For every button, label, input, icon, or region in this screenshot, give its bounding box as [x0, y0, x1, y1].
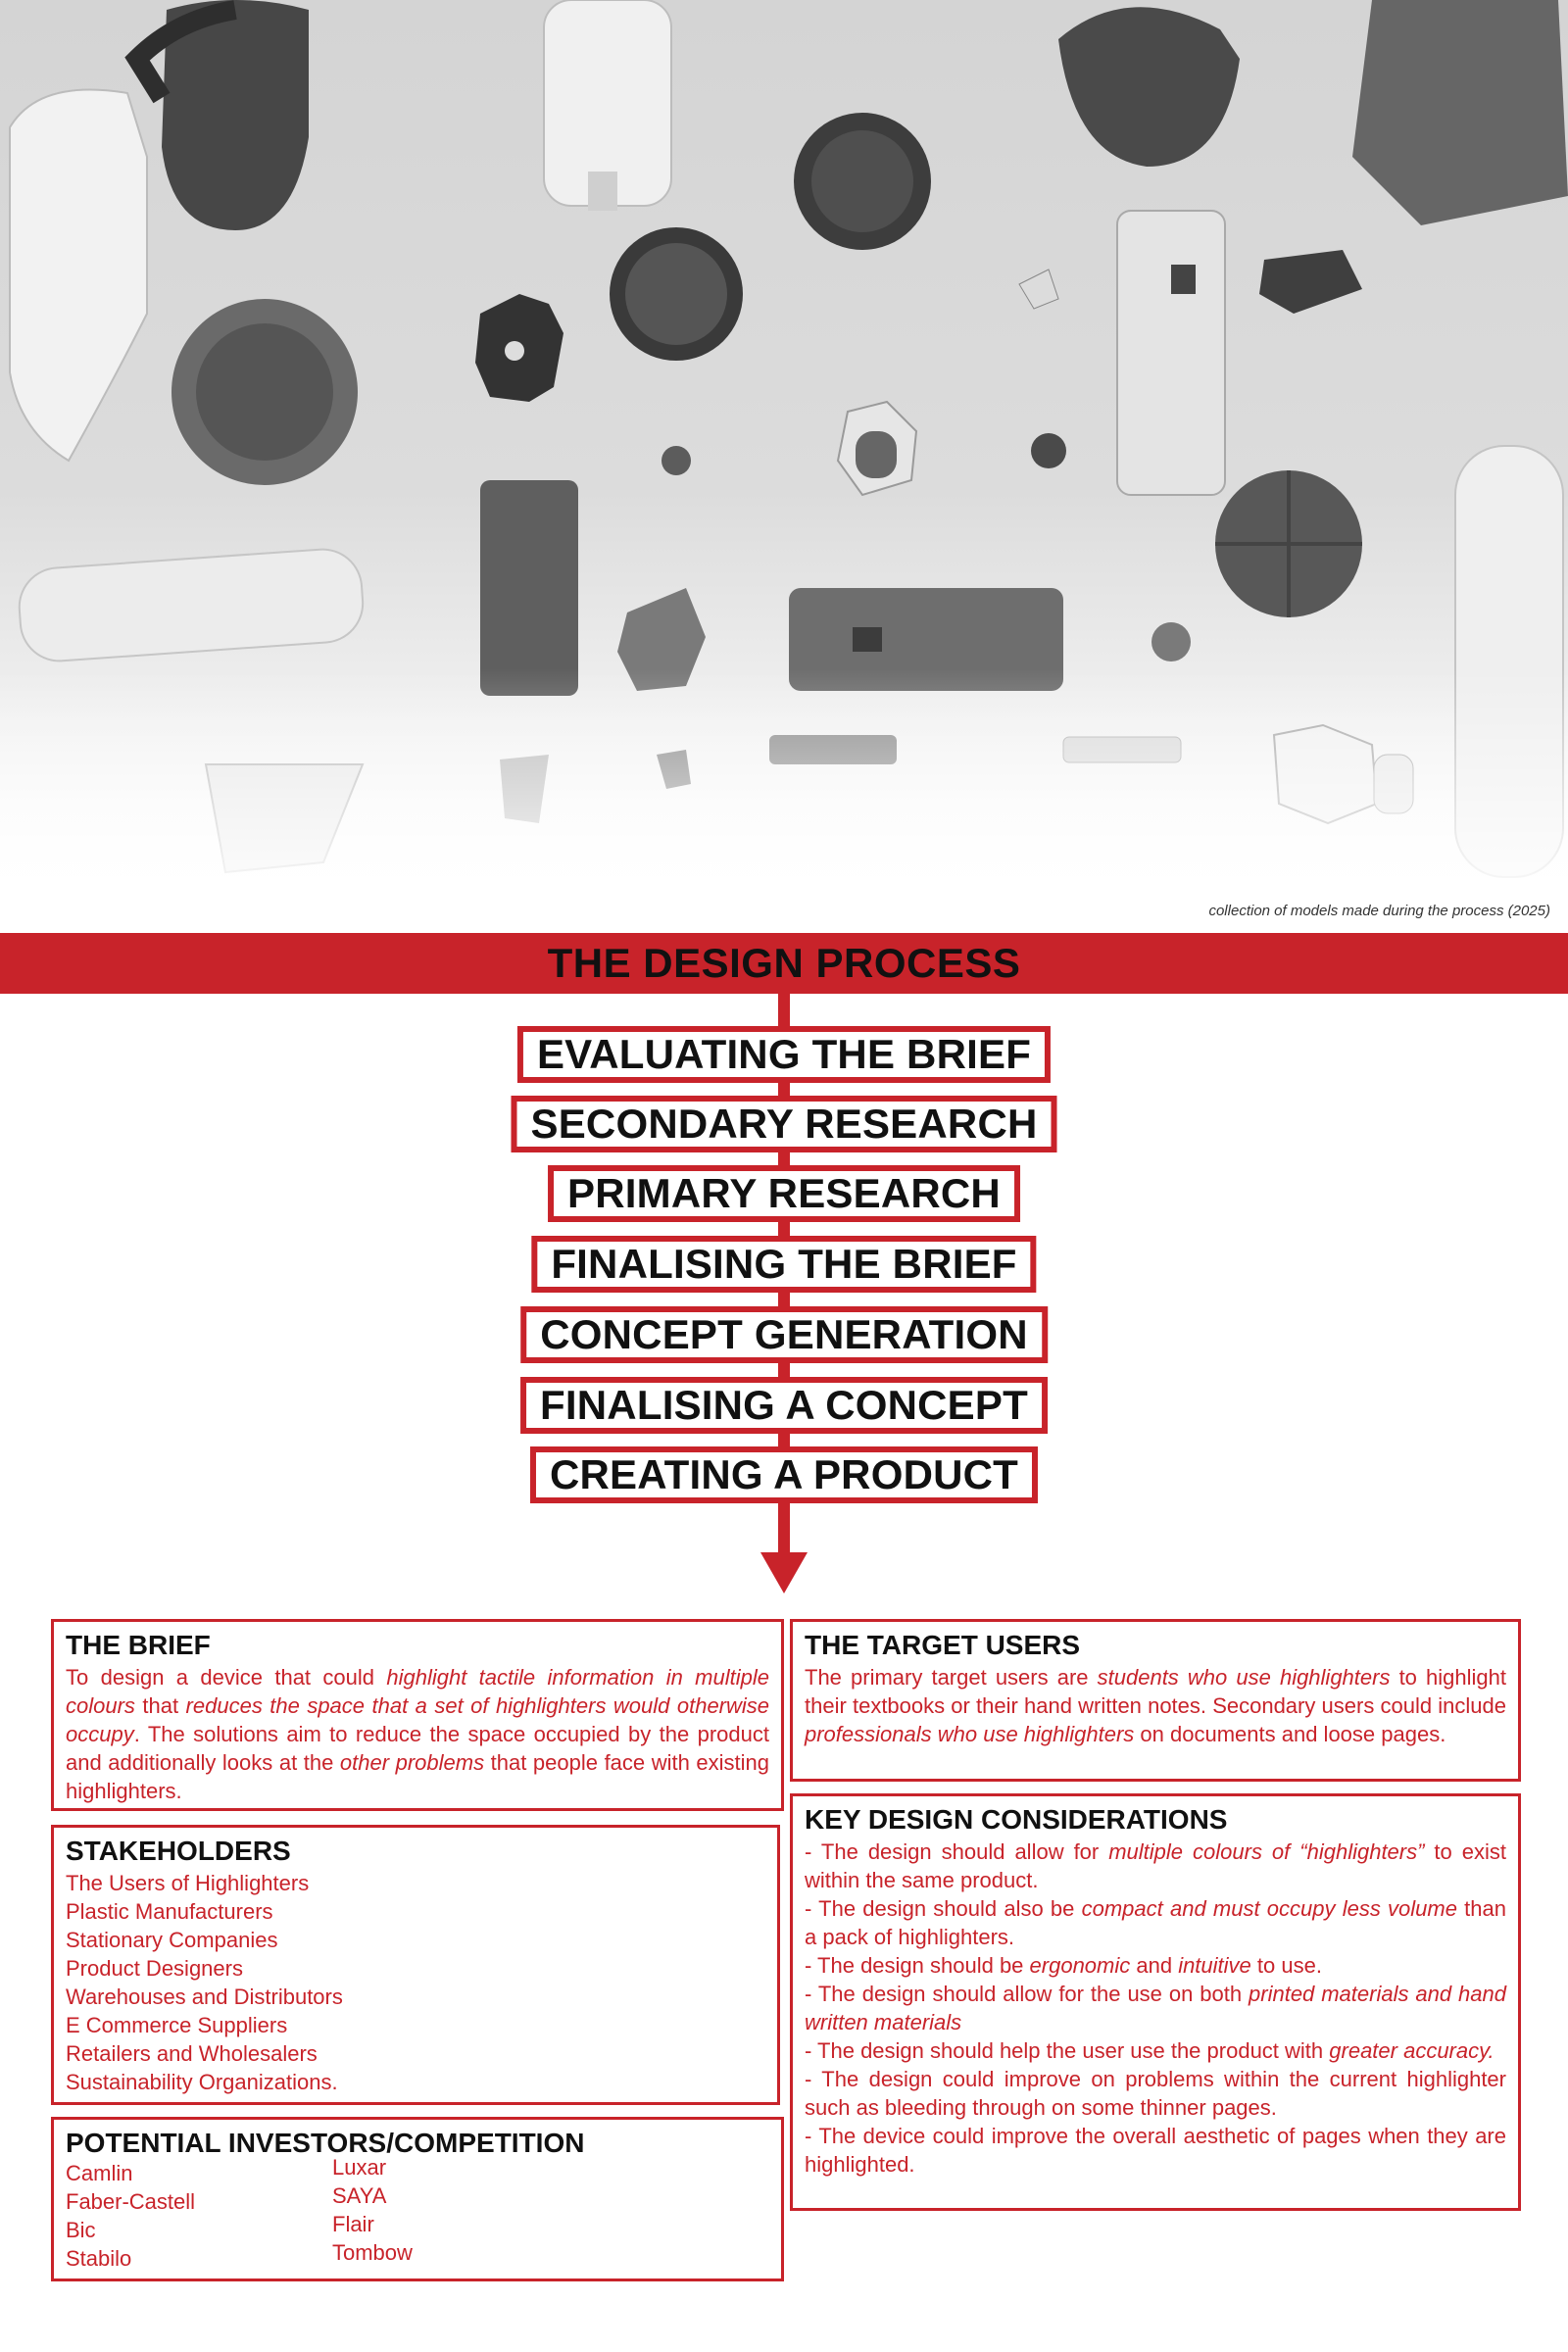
target-users-heading: THE TARGET USERS: [805, 1630, 1081, 1660]
target-users-text: The primary target users are students who use highlighters to highlight their textbooks or their hand written notes. Secondary users could include professionals who use highlighters on documents and loose pages.: [805, 1665, 1506, 1746]
target-users-box: [790, 1619, 1521, 1782]
list-item: Stationary Companies: [66, 1928, 278, 1952]
investors-heading: POTENTIAL INVESTORS/COMPETITION: [66, 2128, 585, 2158]
list-item: Warehouses and Distributors: [66, 1984, 343, 2009]
investors-column-2: [332, 2153, 413, 2267]
list-item: - The design should also be compact and must occupy less volume than a pack of highlighters.: [805, 1896, 1506, 1949]
considerations-heading: KEY DESIGN CONSIDERATIONS: [805, 1804, 1228, 1835]
investors-box: [51, 2117, 784, 2281]
step-secondary-research: SECONDARY RESEARCH: [511, 1096, 1056, 1152]
list-item: Plastic Manufacturers: [66, 1899, 273, 1924]
investors-column-1: [66, 2159, 195, 2273]
list-item: E Commerce Suppliers: [66, 2013, 288, 2037]
step-finalising-a-concept: FINALISING A CONCEPT: [520, 1377, 1048, 1434]
list-item: The Users of Highlighters: [66, 1871, 310, 1895]
list-item: Sustainability Organizations.: [66, 2070, 338, 2094]
process-arrowhead: [760, 1552, 808, 1593]
list-item: - The design should allow for multiple colours of “highlighters” to exist within the same product.: [805, 1839, 1506, 1892]
considerations-box: [790, 1793, 1521, 2211]
list-item: - The design could improve on problems within the current highlighter such as bleeding through on some thinner pages.: [805, 2067, 1506, 2120]
list-item: Retailers and Wholesalers: [66, 2041, 318, 2066]
step-creating-a-product: CREATING A PRODUCT: [530, 1446, 1038, 1503]
list-item: - The device could improve the overall aesthetic of pages when they are highlighted.: [805, 2124, 1506, 2177]
list-item: Luxar: [332, 2155, 387, 2180]
list-item: Product Designers: [66, 1956, 243, 1981]
step-finalising-the-brief: FINALISING THE BRIEF: [531, 1236, 1036, 1293]
list-item: - The design should help the user use the product with greater accuracy.: [805, 2038, 1494, 2063]
list-item: - The design should allow for the use on both printed materials and hand written materials: [805, 1982, 1506, 2034]
list-item: Faber-Castell: [66, 2189, 196, 2214]
list-item: Bic: [66, 2218, 96, 2242]
models-photo: [0, 0, 1568, 892]
photo-caption: collection of models made during the process (2025): [1208, 903, 1550, 919]
list-item: - The design should be ergonomic and intuitive to use.: [805, 1953, 1322, 1978]
list-item: Stabilo: [66, 2246, 132, 2271]
list-item: Camlin: [66, 2161, 133, 2185]
step-evaluating-the-brief: EVALUATING THE BRIEF: [517, 1026, 1051, 1083]
page-title: THE DESIGN PROCESS: [547, 940, 1021, 986]
stakeholders-heading: STAKEHOLDERS: [66, 1836, 291, 1866]
brief-box: [51, 1619, 784, 1811]
step-concept-generation: CONCEPT GENERATION: [520, 1306, 1048, 1363]
brief-text: To design a device that could highlight tactile information in multiple colours that reduces the space that a set of highlighters would otherwise occupy. The solutions aim to reduce the space occupied by the product and additionally looks at the other problems that people face with existing highlighters.: [66, 1665, 770, 1803]
step-primary-research: PRIMARY RESEARCH: [548, 1165, 1020, 1222]
list-item: SAYA: [332, 2183, 387, 2208]
list-item: Flair: [332, 2212, 374, 2236]
brief-heading: THE BRIEF: [66, 1630, 211, 1660]
stakeholders-list: [66, 1869, 765, 2096]
list-item: Tombow: [332, 2240, 413, 2265]
stakeholders-box: [51, 1825, 780, 2105]
